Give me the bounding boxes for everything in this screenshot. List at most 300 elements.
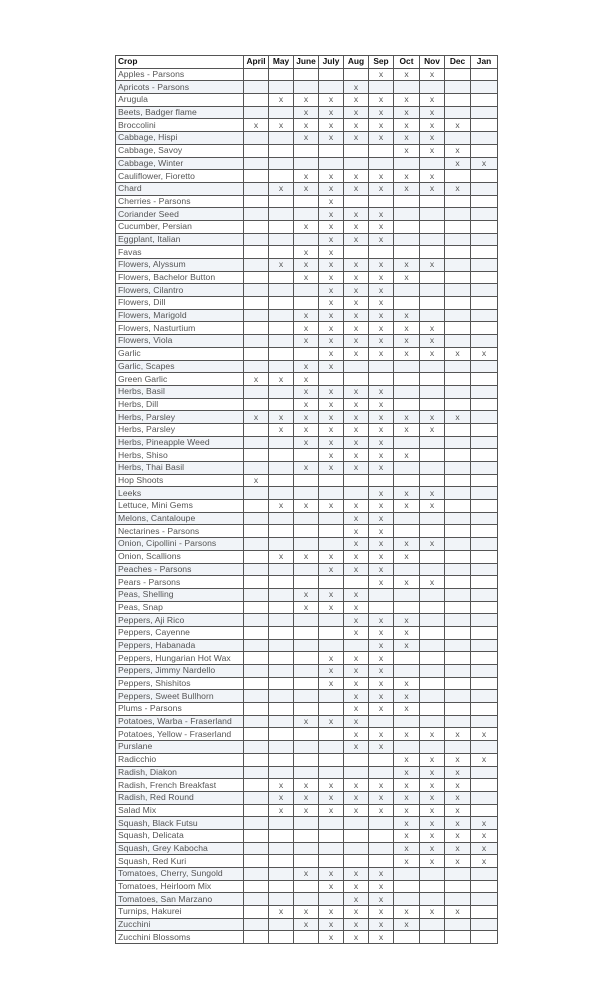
availability-cell-nov: [420, 639, 445, 652]
availability-cell-may: [269, 677, 294, 690]
availability-cell-april: [244, 677, 269, 690]
availability-cell-dec: [445, 81, 471, 94]
availability-cell-april: [244, 157, 269, 170]
availability-cell-july: x: [319, 931, 344, 944]
availability-cell-sep: x: [369, 703, 394, 716]
availability-cell-jan: [471, 588, 498, 601]
availability-cell-aug: x: [344, 500, 369, 513]
availability-cell-june: [294, 741, 319, 754]
availability-cell-sep: x: [369, 208, 394, 221]
crop-name-cell: Cauliflower, Fioretto: [116, 170, 244, 183]
availability-cell-dec: [445, 474, 471, 487]
availability-cell-dec: [445, 500, 471, 513]
availability-cell-sep: x: [369, 322, 394, 335]
availability-cell-sep: [369, 81, 394, 94]
availability-cell-jan: [471, 677, 498, 690]
availability-cell-nov: x: [420, 182, 445, 195]
availability-cell-jan: [471, 906, 498, 919]
table-row: [116, 157, 498, 170]
availability-cell-jan: [471, 893, 498, 906]
availability-cell-july: x: [319, 550, 344, 563]
availability-cell-may: [269, 868, 294, 881]
availability-cell-dec: x: [445, 728, 471, 741]
availability-cell-july: [319, 144, 344, 157]
availability-cell-dec: [445, 550, 471, 563]
availability-cell-july: x: [319, 880, 344, 893]
availability-cell-may: x: [269, 550, 294, 563]
availability-cell-may: x: [269, 94, 294, 107]
availability-cell-sep: x: [369, 906, 394, 919]
availability-cell-june: x: [294, 106, 319, 119]
availability-cell-nov: x: [420, 791, 445, 804]
availability-cell-april: [244, 195, 269, 208]
availability-cell-july: x: [319, 500, 344, 513]
table-row: [116, 665, 498, 678]
table-row: [116, 804, 498, 817]
table-row: [116, 195, 498, 208]
crop-name-cell: Peppers, Cayenne: [116, 626, 244, 639]
availability-cell-april: [244, 144, 269, 157]
availability-cell-may: [269, 829, 294, 842]
availability-cell-sep: x: [369, 385, 394, 398]
availability-cell-oct: x: [394, 322, 420, 335]
availability-cell-aug: x: [344, 106, 369, 119]
availability-cell-june: x: [294, 385, 319, 398]
availability-cell-oct: x: [394, 106, 420, 119]
availability-cell-dec: [445, 690, 471, 703]
availability-cell-july: x: [319, 906, 344, 919]
availability-cell-sep: x: [369, 677, 394, 690]
availability-cell-sep: [369, 715, 394, 728]
availability-cell-sep: x: [369, 335, 394, 348]
availability-cell-sep: [369, 373, 394, 386]
availability-cell-april: [244, 842, 269, 855]
availability-cell-april: [244, 588, 269, 601]
availability-cell-july: x: [319, 259, 344, 272]
availability-cell-july: x: [319, 220, 344, 233]
table-row: [116, 182, 498, 195]
crop-name-cell: Chard: [116, 182, 244, 195]
availability-cell-june: [294, 68, 319, 81]
crop-name-cell: Green Garlic: [116, 373, 244, 386]
availability-cell-oct: x: [394, 639, 420, 652]
availability-cell-oct: [394, 436, 420, 449]
availability-cell-nov: x: [420, 500, 445, 513]
availability-cell-dec: [445, 335, 471, 348]
availability-cell-july: x: [319, 918, 344, 931]
availability-cell-july: x: [319, 284, 344, 297]
table-row: [116, 335, 498, 348]
availability-cell-oct: x: [394, 538, 420, 551]
availability-cell-aug: x: [344, 297, 369, 310]
availability-cell-jan: x: [471, 753, 498, 766]
table-row: [116, 614, 498, 627]
availability-cell-aug: x: [344, 588, 369, 601]
crop-name-cell: Zucchini: [116, 918, 244, 931]
crop-name-cell: Peas, Snap: [116, 601, 244, 614]
availability-cell-aug: [344, 639, 369, 652]
availability-cell-may: [269, 512, 294, 525]
availability-cell-june: [294, 880, 319, 893]
availability-cell-july: [319, 512, 344, 525]
table-row: [116, 728, 498, 741]
availability-cell-nov: x: [420, 855, 445, 868]
availability-cell-sep: [369, 817, 394, 830]
availability-cell-sep: x: [369, 525, 394, 538]
availability-cell-nov: x: [420, 779, 445, 792]
availability-cell-jan: [471, 931, 498, 944]
availability-cell-nov: [420, 195, 445, 208]
availability-cell-may: [269, 741, 294, 754]
availability-cell-july: [319, 373, 344, 386]
availability-cell-may: [269, 703, 294, 716]
crop-name-cell: Squash, Delicata: [116, 829, 244, 842]
availability-cell-oct: x: [394, 791, 420, 804]
crop-name-cell: Cherries - Parsons: [116, 195, 244, 208]
availability-cell-jan: [471, 500, 498, 513]
availability-cell-sep: x: [369, 309, 394, 322]
crop-name-cell: Melons, Cantaloupe: [116, 512, 244, 525]
table-row: [116, 385, 498, 398]
table-row: [116, 791, 498, 804]
availability-cell-sep: x: [369, 423, 394, 436]
availability-cell-may: [269, 538, 294, 551]
availability-cell-nov: x: [420, 106, 445, 119]
availability-cell-oct: [394, 398, 420, 411]
availability-cell-jan: [471, 703, 498, 716]
availability-cell-july: [319, 487, 344, 500]
availability-cell-july: x: [319, 398, 344, 411]
availability-cell-dec: [445, 106, 471, 119]
availability-cell-oct: [394, 385, 420, 398]
availability-cell-may: [269, 665, 294, 678]
availability-cell-june: x: [294, 500, 319, 513]
availability-cell-april: [244, 715, 269, 728]
availability-cell-aug: x: [344, 931, 369, 944]
availability-cell-aug: x: [344, 182, 369, 195]
availability-cell-oct: x: [394, 259, 420, 272]
availability-cell-sep: x: [369, 68, 394, 81]
availability-cell-april: [244, 576, 269, 589]
crop-name-cell: Herbs, Basil: [116, 385, 244, 398]
availability-cell-aug: x: [344, 449, 369, 462]
availability-cell-june: [294, 208, 319, 221]
availability-cell-april: [244, 703, 269, 716]
availability-cell-june: [294, 690, 319, 703]
availability-cell-oct: x: [394, 144, 420, 157]
availability-cell-july: x: [319, 779, 344, 792]
availability-cell-july: [319, 753, 344, 766]
availability-cell-may: [269, 398, 294, 411]
availability-cell-may: [269, 157, 294, 170]
availability-cell-sep: x: [369, 170, 394, 183]
availability-cell-april: [244, 462, 269, 475]
availability-cell-june: x: [294, 601, 319, 614]
crop-name-cell: Squash, Black Futsu: [116, 817, 244, 830]
availability-cell-april: x: [244, 474, 269, 487]
availability-cell-july: [319, 703, 344, 716]
availability-cell-may: [269, 601, 294, 614]
availability-cell-june: [294, 626, 319, 639]
availability-cell-july: x: [319, 297, 344, 310]
availability-cell-june: x: [294, 918, 319, 931]
availability-cell-nov: [420, 715, 445, 728]
availability-cell-april: [244, 208, 269, 221]
availability-cell-may: x: [269, 804, 294, 817]
availability-cell-aug: x: [344, 690, 369, 703]
availability-cell-oct: x: [394, 335, 420, 348]
availability-cell-april: [244, 665, 269, 678]
table-row: [116, 132, 498, 145]
availability-cell-june: [294, 157, 319, 170]
availability-cell-july: [319, 855, 344, 868]
availability-cell-dec: x: [445, 804, 471, 817]
availability-cell-june: [294, 703, 319, 716]
month-header-july: July: [319, 56, 344, 69]
availability-cell-april: [244, 753, 269, 766]
availability-cell-april: [244, 728, 269, 741]
availability-cell-dec: [445, 297, 471, 310]
availability-cell-oct: x: [394, 766, 420, 779]
availability-cell-april: [244, 918, 269, 931]
crop-name-cell: Peppers, Shishitos: [116, 677, 244, 690]
availability-cell-oct: x: [394, 550, 420, 563]
availability-cell-nov: [420, 462, 445, 475]
crop-name-cell: Flowers, Dill: [116, 297, 244, 310]
availability-cell-sep: x: [369, 182, 394, 195]
month-header-june: June: [294, 56, 319, 69]
availability-cell-june: [294, 931, 319, 944]
availability-cell-july: x: [319, 563, 344, 576]
availability-cell-june: [294, 665, 319, 678]
availability-cell-sep: x: [369, 487, 394, 500]
availability-cell-jan: [471, 690, 498, 703]
availability-cell-dec: [445, 271, 471, 284]
availability-cell-june: [294, 829, 319, 842]
availability-cell-june: [294, 512, 319, 525]
availability-cell-jan: [471, 335, 498, 348]
crop-name-cell: Nectarines - Parsons: [116, 525, 244, 538]
availability-cell-april: [244, 931, 269, 944]
availability-cell-oct: [394, 233, 420, 246]
availability-cell-may: [269, 817, 294, 830]
availability-cell-may: x: [269, 423, 294, 436]
availability-cell-june: [294, 297, 319, 310]
availability-cell-dec: [445, 652, 471, 665]
availability-cell-jan: [471, 665, 498, 678]
crop-name-cell: Tomatoes, Heirloom Mix: [116, 880, 244, 893]
availability-cell-dec: [445, 614, 471, 627]
availability-cell-dec: [445, 68, 471, 81]
availability-cell-nov: [420, 246, 445, 259]
crop-name-cell: Coriander Seed: [116, 208, 244, 221]
availability-cell-july: [319, 525, 344, 538]
table-row: [116, 918, 498, 931]
crop-name-cell: Plums - Parsons: [116, 703, 244, 716]
availability-cell-dec: x: [445, 817, 471, 830]
availability-cell-jan: [471, 322, 498, 335]
availability-cell-april: [244, 335, 269, 348]
table-row: [116, 398, 498, 411]
availability-cell-april: [244, 880, 269, 893]
availability-cell-july: x: [319, 322, 344, 335]
availability-cell-june: x: [294, 259, 319, 272]
availability-cell-may: [269, 588, 294, 601]
availability-cell-may: [269, 614, 294, 627]
availability-cell-april: [244, 284, 269, 297]
table-row: [116, 233, 498, 246]
availability-cell-jan: [471, 170, 498, 183]
availability-cell-oct: x: [394, 68, 420, 81]
availability-cell-july: [319, 829, 344, 842]
availability-cell-oct: x: [394, 500, 420, 513]
availability-cell-nov: x: [420, 335, 445, 348]
availability-cell-nov: [420, 525, 445, 538]
availability-cell-dec: [445, 462, 471, 475]
availability-cell-july: x: [319, 601, 344, 614]
availability-cell-oct: x: [394, 842, 420, 855]
table-row: [116, 652, 498, 665]
availability-cell-dec: [445, 284, 471, 297]
availability-cell-nov: x: [420, 766, 445, 779]
crop-name-cell: Radish, French Breakfast: [116, 779, 244, 792]
availability-cell-oct: [394, 563, 420, 576]
availability-cell-nov: [420, 665, 445, 678]
availability-cell-nov: [420, 271, 445, 284]
availability-cell-jan: [471, 233, 498, 246]
availability-cell-nov: [420, 512, 445, 525]
availability-cell-may: [269, 233, 294, 246]
availability-cell-aug: x: [344, 398, 369, 411]
availability-cell-jan: [471, 639, 498, 652]
availability-cell-oct: x: [394, 779, 420, 792]
availability-cell-april: [244, 259, 269, 272]
table-row: [116, 855, 498, 868]
crop-name-cell: Apricots - Parsons: [116, 81, 244, 94]
availability-cell-oct: [394, 601, 420, 614]
availability-cell-may: [269, 347, 294, 360]
availability-cell-may: [269, 576, 294, 589]
availability-cell-july: x: [319, 665, 344, 678]
availability-cell-aug: x: [344, 284, 369, 297]
availability-cell-may: [269, 144, 294, 157]
availability-cell-july: x: [319, 411, 344, 424]
crop-name-cell: Flowers, Bachelor Button: [116, 271, 244, 284]
table-row: [116, 119, 498, 132]
table-row: [116, 512, 498, 525]
table-row: [116, 423, 498, 436]
availability-cell-dec: [445, 639, 471, 652]
availability-cell-sep: [369, 753, 394, 766]
availability-cell-may: [269, 855, 294, 868]
availability-cell-jan: [471, 766, 498, 779]
table-row: [116, 690, 498, 703]
availability-cell-jan: [471, 195, 498, 208]
availability-cell-oct: [394, 880, 420, 893]
table-row: [116, 538, 498, 551]
crop-name-cell: Peppers, Sweet Bullhorn: [116, 690, 244, 703]
availability-cell-april: [244, 423, 269, 436]
availability-cell-april: [244, 220, 269, 233]
availability-cell-sep: x: [369, 639, 394, 652]
availability-cell-aug: x: [344, 423, 369, 436]
table-row: [116, 703, 498, 716]
availability-cell-aug: [344, 753, 369, 766]
crop-name-cell: Potatoes, Warba - Fraserland: [116, 715, 244, 728]
availability-cell-jan: [471, 208, 498, 221]
availability-cell-nov: x: [420, 829, 445, 842]
availability-cell-nov: [420, 880, 445, 893]
crop-name-cell: Onion, Scallions: [116, 550, 244, 563]
availability-cell-nov: x: [420, 728, 445, 741]
availability-cell-sep: x: [369, 512, 394, 525]
availability-cell-oct: x: [394, 817, 420, 830]
availability-cell-jan: [471, 626, 498, 639]
availability-cell-sep: [369, 829, 394, 842]
availability-cell-sep: x: [369, 106, 394, 119]
crop-name-cell: Radicchio: [116, 753, 244, 766]
availability-cell-jan: [471, 284, 498, 297]
availability-cell-nov: x: [420, 94, 445, 107]
availability-cell-june: x: [294, 170, 319, 183]
availability-cell-july: [319, 728, 344, 741]
availability-cell-dec: x: [445, 906, 471, 919]
availability-cell-sep: x: [369, 449, 394, 462]
availability-cell-oct: x: [394, 132, 420, 145]
availability-cell-nov: [420, 931, 445, 944]
availability-cell-june: x: [294, 246, 319, 259]
crop-name-cell: Garlic, Scapes: [116, 360, 244, 373]
availability-cell-oct: x: [394, 423, 420, 436]
table-row: [116, 208, 498, 221]
availability-cell-dec: [445, 538, 471, 551]
availability-cell-sep: [369, 157, 394, 170]
availability-cell-sep: x: [369, 931, 394, 944]
availability-cell-jan: [471, 779, 498, 792]
availability-cell-nov: x: [420, 817, 445, 830]
table-row: [116, 81, 498, 94]
availability-cell-sep: x: [369, 259, 394, 272]
availability-cell-jan: [471, 68, 498, 81]
availability-cell-nov: [420, 588, 445, 601]
availability-cell-dec: [445, 665, 471, 678]
availability-cell-sep: x: [369, 132, 394, 145]
availability-cell-oct: x: [394, 411, 420, 424]
availability-cell-aug: x: [344, 791, 369, 804]
availability-cell-aug: [344, 246, 369, 259]
availability-cell-nov: x: [420, 487, 445, 500]
availability-cell-may: [269, 918, 294, 931]
month-header-aug: Aug: [344, 56, 369, 69]
table-row: [116, 474, 498, 487]
availability-cell-oct: [394, 373, 420, 386]
availability-cell-dec: x: [445, 753, 471, 766]
availability-cell-jan: [471, 601, 498, 614]
availability-cell-aug: x: [344, 462, 369, 475]
availability-cell-oct: x: [394, 918, 420, 931]
availability-cell-may: [269, 208, 294, 221]
availability-cell-april: [244, 639, 269, 652]
availability-cell-june: x: [294, 588, 319, 601]
availability-cell-june: [294, 487, 319, 500]
availability-cell-sep: x: [369, 271, 394, 284]
availability-cell-may: [269, 68, 294, 81]
availability-cell-july: [319, 626, 344, 639]
availability-cell-may: x: [269, 500, 294, 513]
availability-cell-jan: x: [471, 728, 498, 741]
availability-cell-april: [244, 500, 269, 513]
availability-cell-june: x: [294, 779, 319, 792]
